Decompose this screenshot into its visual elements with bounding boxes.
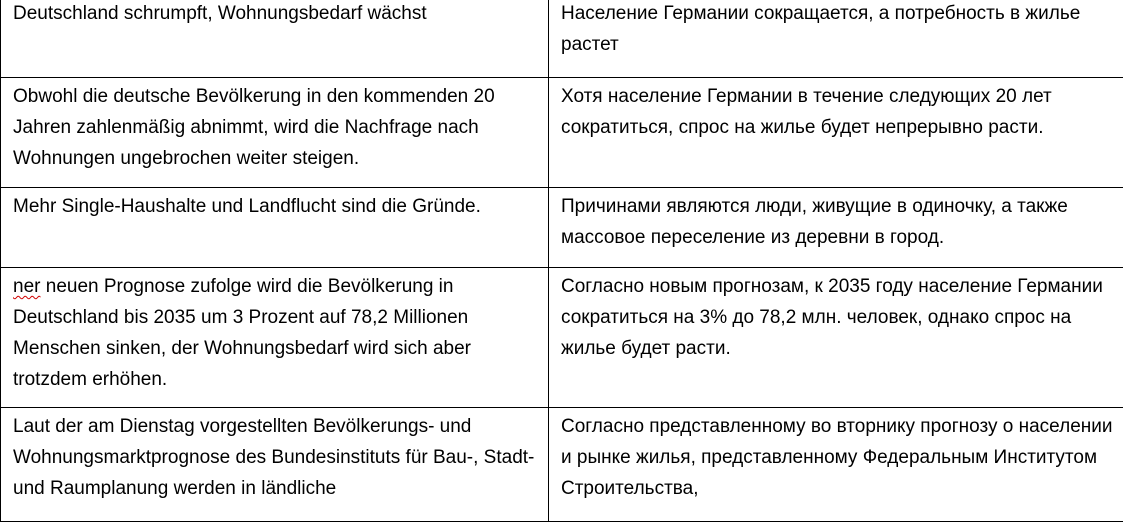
spelling-error-word[interactable]: ner: [13, 276, 40, 297]
table-row: [1, 188, 1123, 268]
russian-cell[interactable]: Согласно новым прогнозам, к 2035 году население Германии сократиться на 3% до 78,2 млн. человек, однако спрос на жилье будет расти.: [549, 268, 1123, 408]
russian-cell[interactable]: Население Германии сокращается, а потребность в жилье растет: [549, 0, 1123, 78]
russian-cell[interactable]: Согласно представленному во вторнику прогнозу о населении и рынке жилья, представленному Федеральным Институтом Строительства,: [549, 408, 1123, 522]
german-cell[interactable]: [1, 268, 549, 408]
russian-cell[interactable]: Причинами являются люди, живущие в одиночку, а также массовое переселение из деревни в город.: [549, 188, 1123, 268]
table-row: [1, 0, 1123, 78]
russian-cell[interactable]: Хотя население Германии в течение следующих 20 лет сократиться, спрос на жилье будет непрерывно расти.: [549, 78, 1123, 188]
table-row: [1, 78, 1123, 188]
german-cell[interactable]: Deutschland schrumpft, Wohnungsbedarf wächst: [1, 0, 549, 78]
german-cell[interactable]: Obwohl die deutsche Bevölkerung in den kommenden 20 Jahren zahlenmäßig abnimmt, wird die Nachfrage nach Wohnungen ungebrochen weiter steigen.: [1, 78, 549, 188]
table-row: [1, 408, 1123, 522]
german-cell-text: neuen Prognose zufolge wird die Bevölkerung in Deutschland bis 2035 um 3 Prozent auf 78,2 Millionen Menschen sinken, der Wohnungsbedarf wird sich aber trotzdem erhöhen.: [13, 276, 471, 390]
german-cell[interactable]: Mehr Single-Haushalte und Landflucht sind die Gründe.: [1, 188, 549, 268]
table-row: [1, 268, 1123, 408]
german-cell[interactable]: Laut der am Dienstag vorgestellten Bevölkerungs- und Wohnungsmarktprognose des Bundesinstituts für Bau-, Stadt- und Raumplanung werden in ländliche: [1, 408, 549, 522]
